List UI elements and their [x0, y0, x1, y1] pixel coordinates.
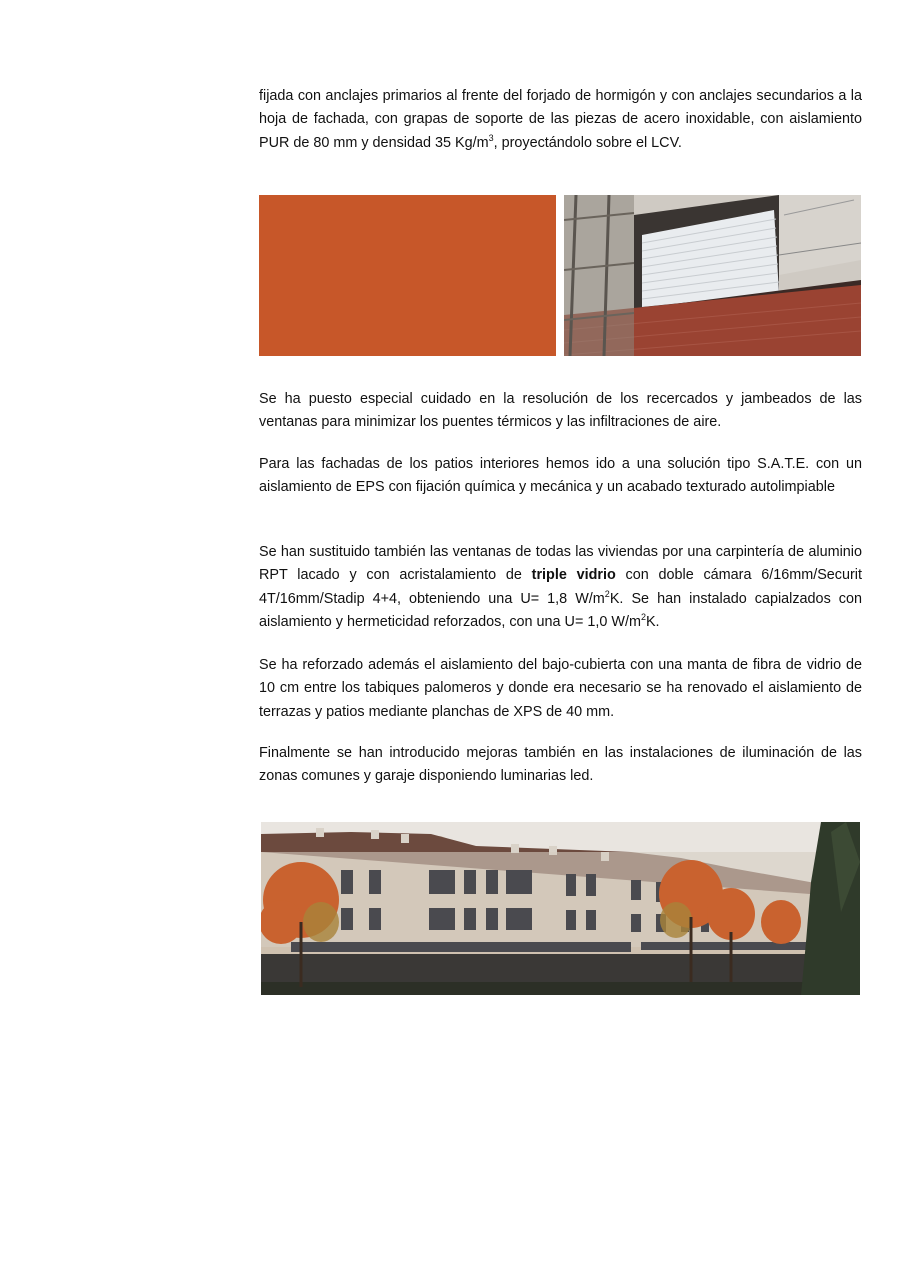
paragraph-4-text-a: Se han sustituido también las ventanas de todas las viviendas por una carpintería de aluminio RPT lacado y con acristalamiento de [259, 544, 862, 584]
paragraph-3: Para las fachadas de los patios interiores hemos ido a una solución tipo S.A.T.E. con un aislamiento de EPS con fijación química y mecánica y un acabado texturado autolimpiable [259, 456, 862, 496]
superscript-square-1: 2 [604, 588, 610, 599]
paragraph-1-text-b: , proyectándolo sobre el LCV. [493, 134, 682, 151]
paragraph-5: Se ha reforzado además el aislamiento del bajo-cubierta con una manta de fibra de vidrio de 10 cm entre los tabiques palomeros y donde era necesario se ha renovado el aislamiento de terrazas y patios mediante planchas de XPS de 40 mm. [259, 657, 862, 720]
paragraph-4-text-b: con doble cámara 6/16mm/Securit 4T/16mm/Stadip 4+4, obteniendo una U= 1,8 W/m [259, 567, 862, 607]
paragraph-6: Finalmente se han introducido mejoras también en las instalaciones de iluminación de las zonas comunes y garaje disponiendo luminarias led. [259, 745, 862, 785]
paragraph-4-text-d: K. [645, 614, 660, 631]
facade-window-illustration [564, 195, 861, 356]
superscript-cubic: 3 [488, 132, 494, 143]
paragraph-1-text-a: fijada con anclajes primarios al frente del forjado de hormigón y con anclajes secundarios a la hoja de fachada, con grapas de soporte de las piezas de acero inoxidable, con aislamiento PUR de 80 mm y densidad 35 Kg/m [259, 88, 862, 151]
orange-panel-photo [259, 195, 556, 356]
paragraph-4-text-c: K. Se han instalado capialzados con aislamiento y hermeticidad reforzados, con una U= 1,0 W/m [259, 590, 862, 631]
building-illustration [261, 822, 860, 995]
paragraph-4-bold-text: triple vidrio [531, 567, 616, 584]
paragraph-2: Se ha puesto especial cuidado en la resolución de los recercados y jambeados de las ventanas para minimizar los puentes térmicos y las infiltraciones de aire. [259, 391, 862, 431]
superscript-square-2: 2 [640, 612, 646, 623]
facade-window-photo [564, 195, 861, 356]
paragraph-4 [259, 541, 862, 635]
building-photo [261, 822, 860, 995]
paragraph-1 [259, 85, 862, 155]
